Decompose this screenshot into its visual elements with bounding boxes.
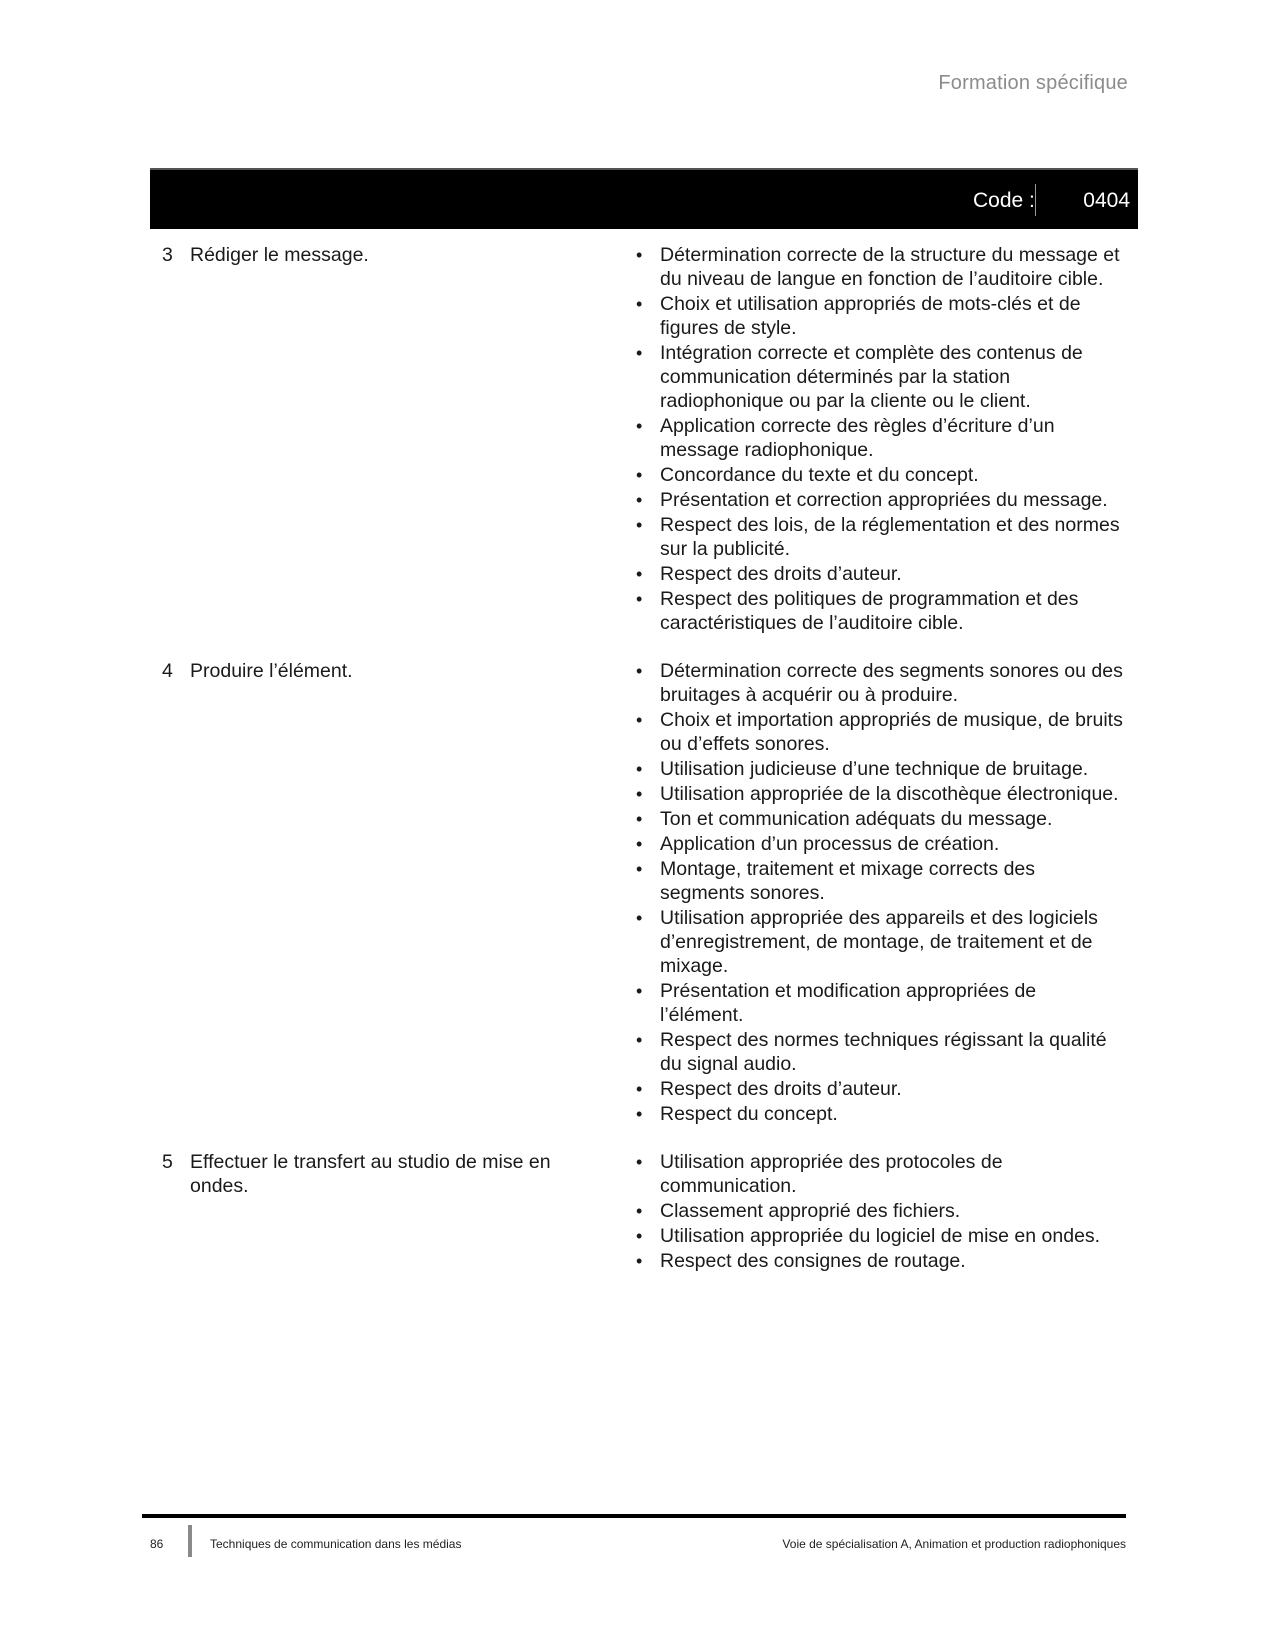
criteria-list xyxy=(633,1150,1123,1273)
page-footer xyxy=(142,1525,1126,1561)
criterion-item: • Utilisation appropriée des protocoles de communication. xyxy=(633,1150,1123,1198)
criteria-cell xyxy=(633,659,1123,1127)
criterion-item: • Détermination correcte de la structure du message et du niveau de langue en fonction de l’auditoire cible. xyxy=(633,243,1123,291)
element-row-3 xyxy=(150,243,1138,636)
criterion-item: • Montage, traitement et mixage corrects des segments sonores. xyxy=(633,857,1123,905)
criterion-item: • Respect du concept. xyxy=(633,1102,1123,1126)
criterion-item: • Utilisation appropriée du logiciel de mise en ondes. xyxy=(633,1224,1123,1248)
criterion-item: • Utilisation appropriée des appareils et des logiciels d’enregistrement, de montage, de traitement et de mixage. xyxy=(633,906,1123,978)
footer-rule xyxy=(142,1514,1126,1518)
criterion-item: • Respect des consignes de routage. xyxy=(633,1249,1123,1273)
page-number: 86 xyxy=(150,1537,164,1551)
specialization-track: Voie de spécialisation A, Animation et production radiophoniques xyxy=(782,1537,1126,1551)
criteria-list xyxy=(633,243,1123,635)
element-cell xyxy=(150,243,625,636)
code-label: Code : xyxy=(973,189,1035,212)
element-title: Effectuer le transfert au studio de mise en ondes. xyxy=(190,1151,551,1197)
criterion-item: • Respect des droits d’auteur. xyxy=(633,1077,1123,1101)
element-cell xyxy=(150,1150,625,1274)
criterion-item: • Respect des politiques de programmation et des caractéristiques de l’auditoire cible. xyxy=(633,587,1123,635)
criteria-list xyxy=(633,659,1123,1126)
criterion-item: • Respect des normes techniques régissant la qualité du signal audio. xyxy=(633,1028,1123,1076)
competency-table xyxy=(150,243,1138,1274)
criteria-cell xyxy=(633,1150,1123,1274)
criterion-item: • Classement approprié des fichiers. xyxy=(633,1199,1123,1223)
criterion-item: • Respect des droits d’auteur. xyxy=(633,562,1123,586)
element-row-4 xyxy=(150,659,1138,1127)
footer-divider xyxy=(188,1525,192,1557)
criterion-item: • Application d’un processus de création. xyxy=(633,832,1123,856)
criterion-item: • Ton et communication adéquats du message. xyxy=(633,807,1123,831)
criteria-cell xyxy=(633,243,1123,636)
code-bar xyxy=(150,168,1138,229)
element-number: 5 xyxy=(162,1151,173,1173)
criterion-item: • Choix et importation appropriés de musique, de bruits ou d’effets sonores. xyxy=(633,708,1123,756)
criterion-item: • Utilisation judicieuse d’une technique de bruitage. xyxy=(633,757,1123,781)
element-title: Rédiger le message. xyxy=(190,244,369,266)
running-head: Formation spécifique xyxy=(938,72,1128,94)
criterion-item: • Respect des lois, de la réglementation et des normes sur la publicité. xyxy=(633,513,1123,561)
element-number: 4 xyxy=(162,660,173,682)
criterion-item: • Intégration correcte et complète des contenus de communication déterminés par la station radiophonique ou par la cliente ou le client. xyxy=(633,341,1123,413)
criterion-item: • Détermination correcte des segments sonores ou des bruitages à acquérir ou à produire. xyxy=(633,659,1123,707)
criterion-item: • Application correcte des règles d’écriture d’un message radiophonique. xyxy=(633,414,1123,462)
criterion-item: • Présentation et correction appropriées du message. xyxy=(633,488,1123,512)
criterion-item: • Présentation et modification appropriées de l’élément. xyxy=(633,979,1123,1027)
element-title: Produire l’élément. xyxy=(190,660,353,682)
document-title: Techniques de communication dans les médias xyxy=(210,1537,462,1551)
element-number: 3 xyxy=(162,244,173,266)
element-row-5 xyxy=(150,1150,1138,1274)
element-cell xyxy=(150,659,625,1127)
criterion-item: • Utilisation appropriée de la discothèque électronique. xyxy=(633,782,1123,806)
criterion-item: • Concordance du texte et du concept. xyxy=(633,463,1123,487)
code-divider xyxy=(1035,184,1036,216)
criterion-item: • Choix et utilisation appropriés de mots-clés et de figures de style. xyxy=(633,292,1123,340)
code-value: 0404 xyxy=(1083,189,1130,212)
